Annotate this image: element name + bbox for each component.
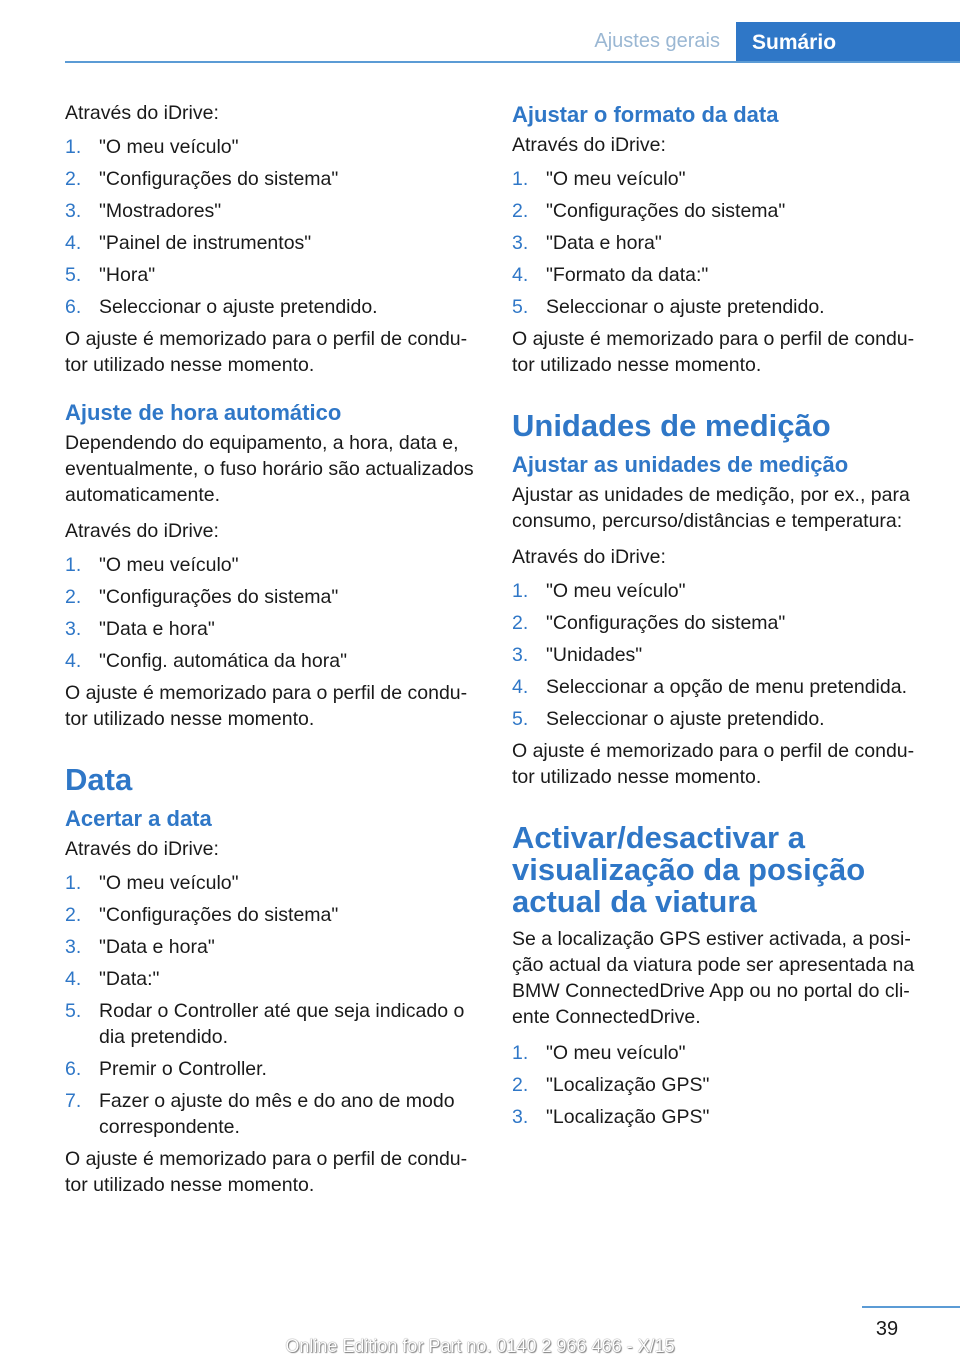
list-item-number: 4.: [512, 676, 529, 698]
note-text: O ajuste é memorizado para o perfil de condu-tor utilizado nesse momento.: [512, 740, 915, 788]
page-number: 39: [875, 1318, 899, 1340]
list-item-text: Premir o Controller.: [99, 1058, 267, 1080]
list-item: [65, 616, 483, 642]
steps-list: [65, 552, 483, 674]
left-column: [65, 100, 483, 1208]
page-number-rule: [862, 1306, 960, 1308]
list-item: [512, 230, 930, 256]
list-item-text: Fazer o ajuste do mês e do ano de modo correspondente.: [99, 1090, 455, 1138]
footer-edition: Online Edition for Part no. 0140 2 966 466 - X/15: [285, 1336, 675, 1356]
intro-text: Através do iDrive:: [65, 838, 219, 860]
list-item-text: Seleccionar o ajuste pretendido.: [99, 296, 378, 318]
list-item: [512, 294, 930, 320]
list-item: [65, 294, 483, 320]
heading-date-format: Ajustar o formato da data: [512, 102, 779, 127]
list-item-text: "Data e hora": [546, 232, 662, 254]
note-text: O ajuste é memorizado para o perfil de condu-tor utilizado nesse momento.: [65, 682, 468, 730]
steps-list: [65, 134, 483, 320]
list-item-text: Seleccionar o ajuste pretendido.: [546, 296, 825, 318]
steps-list: [512, 578, 930, 732]
list-item: [512, 262, 930, 288]
list-item: [512, 166, 930, 192]
list-item-text: "O meu veículo": [99, 554, 239, 576]
list-item: [512, 674, 930, 700]
body-text: Ajustar as unidades de medição, por ex., para consumo, percurso/distâncias e temperatura:: [512, 484, 910, 532]
list-item-number: 3.: [512, 1106, 529, 1128]
body-text: Se a localização GPS estiver activada, a posi-ção actual da viatura pode ser apresentada na BMW ConnectedDrive App ou no portal do cli-ente ConnectedDrive.: [512, 928, 915, 1028]
list-item: [512, 1104, 930, 1130]
list-item-text: "Configurações do sistema": [99, 904, 339, 926]
list-item-number: 2.: [512, 200, 529, 222]
list-item: [65, 934, 483, 960]
list-item-number: 1.: [65, 872, 82, 894]
list-item-text: "O meu veículo": [546, 168, 686, 190]
list-item: [512, 610, 930, 636]
list-item-text: "Configurações do sistema": [546, 200, 786, 222]
list-item-text: Rodar o Controller até que seja indicado o dia pretendido.: [99, 1000, 465, 1048]
list-item-text: "Unidades": [546, 644, 643, 666]
list-item-number: 1.: [512, 1042, 529, 1064]
list-item-number: 4.: [65, 968, 82, 990]
list-item: [65, 648, 483, 674]
list-item-number: 1.: [65, 136, 82, 158]
intro-text: Através do iDrive:: [512, 546, 666, 568]
heading-set-date: Acertar a data: [65, 806, 212, 831]
list-item-text: "Configurações do sistema": [546, 612, 786, 634]
list-item: [65, 998, 483, 1050]
list-item-text: "Data:": [99, 968, 160, 990]
list-item-text: "Localização GPS": [546, 1106, 710, 1128]
list-item: [65, 1088, 483, 1140]
list-item-number: 1.: [512, 580, 529, 602]
section-tab[interactable]: Ajustes gerais: [594, 30, 720, 52]
list-item-text: "Configurações do sistema": [99, 586, 339, 608]
steps-list: [512, 1040, 930, 1130]
list-item-text: "Painel de instrumentos": [99, 232, 312, 254]
list-item-text: Seleccionar a opção de menu pretendida.: [546, 676, 907, 698]
list-item: [65, 966, 483, 992]
heading-vehicle-position: Activar/desactivar a visualização da posição actual da viatura: [512, 820, 866, 919]
list-item-text: "Configurações do sistema": [99, 168, 339, 190]
heading-set-units: Ajustar as unidades de medição: [512, 452, 849, 477]
list-item-text: "Localização GPS": [546, 1074, 710, 1096]
heading-date: Data: [65, 762, 133, 797]
list-item-text: "Mostradores": [99, 200, 222, 222]
list-item: [65, 584, 483, 610]
list-item-number: 2.: [512, 612, 529, 634]
heading-units: Unidades de medição: [512, 408, 831, 443]
list-item-number: 4.: [65, 232, 82, 254]
heading-automatic-time: Ajuste de hora automático: [65, 400, 342, 425]
list-item-number: 2.: [65, 904, 82, 926]
list-item-text: "Data e hora": [99, 936, 215, 958]
list-item-text: Seleccionar o ajuste pretendido.: [546, 708, 825, 730]
list-item-text: "O meu veículo": [546, 1042, 686, 1064]
intro-text: Através do iDrive:: [65, 102, 219, 124]
list-item-number: 5.: [65, 1000, 82, 1022]
list-item: [512, 706, 930, 732]
list-item: [512, 578, 930, 604]
list-item-number: 6.: [65, 1058, 82, 1080]
list-item-number: 3.: [65, 936, 82, 958]
note-text: O ajuste é memorizado para o perfil de condu-tor utilizado nesse momento.: [512, 328, 915, 376]
list-item-number: 3.: [512, 644, 529, 666]
intro-text: Através do iDrive:: [512, 134, 666, 156]
list-item-number: 2.: [65, 168, 82, 190]
summary-tab[interactable]: Sumário: [736, 22, 960, 63]
list-item-text: "O meu veículo": [546, 580, 686, 602]
list-item-number: 3.: [65, 618, 82, 640]
list-item-number: 4.: [512, 264, 529, 286]
list-item: [65, 552, 483, 578]
list-item-number: 2.: [65, 586, 82, 608]
list-item-text: "Config. automática da hora": [99, 650, 347, 672]
list-item: [65, 230, 483, 256]
list-item: [65, 134, 483, 160]
list-item-number: 3.: [65, 200, 82, 222]
list-item: [512, 1072, 930, 1098]
body-text: Dependendo do equipamento, a hora, data e, eventualmente, o fuso horário são actualizados automaticamente.: [65, 432, 474, 506]
list-item-number: 5.: [65, 264, 82, 286]
list-item-text: "Data e hora": [99, 618, 215, 640]
steps-list: [512, 166, 930, 320]
list-item: [65, 870, 483, 896]
list-item: [65, 262, 483, 288]
list-item-number: 1.: [512, 168, 529, 190]
list-item-number: 5.: [512, 708, 529, 730]
list-item: [65, 1056, 483, 1082]
page-header: [65, 22, 960, 62]
steps-list: [65, 870, 483, 1140]
list-item-text: "O meu veículo": [99, 872, 239, 894]
list-item-number: 4.: [65, 650, 82, 672]
list-item-number: 1.: [65, 554, 82, 576]
list-item: [512, 642, 930, 668]
list-item-number: 3.: [512, 232, 529, 254]
list-item-text: "O meu veículo": [99, 136, 239, 158]
right-column: [512, 100, 930, 1136]
list-item-text: "Formato da data:": [546, 264, 709, 286]
list-item-number: 5.: [512, 296, 529, 318]
intro-text: Através do iDrive:: [65, 520, 219, 542]
list-item: [512, 198, 930, 224]
list-item: [512, 1040, 930, 1066]
header-rule: [65, 61, 960, 63]
list-item-number: 7.: [65, 1090, 82, 1112]
list-item-text: "Hora": [99, 264, 156, 286]
note-text: O ajuste é memorizado para o perfil de condu-tor utilizado nesse momento.: [65, 1148, 468, 1196]
note-text: O ajuste é memorizado para o perfil de condu-tor utilizado nesse momento.: [65, 328, 468, 376]
list-item-number: 6.: [65, 296, 82, 318]
list-item: [65, 166, 483, 192]
list-item: [65, 902, 483, 928]
list-item-number: 2.: [512, 1074, 529, 1096]
list-item: [65, 198, 483, 224]
